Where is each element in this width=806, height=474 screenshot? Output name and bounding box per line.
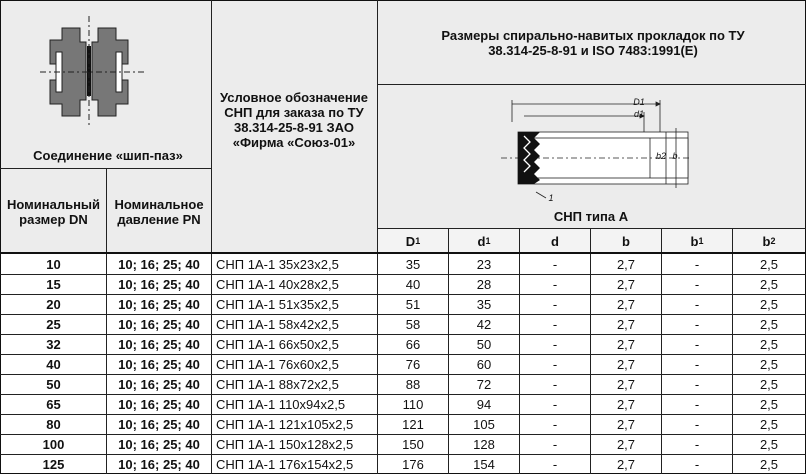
cell-D1: 121 [402,416,424,432]
rule-v-2 [377,0,378,474]
cell-d: - [552,396,558,412]
cell-b: 2,7 [616,316,636,332]
cell-pn: 10; 16; 25; 40 [118,416,200,432]
cell-b: 2,7 [616,376,636,392]
cell-b: 2,7 [616,276,636,292]
cell-pn: 10; 16; 25; 40 [118,336,200,352]
row-rule [0,294,806,295]
cell-b2: 2,5 [759,296,779,312]
cell-code: СНП 1А-1 76х60х2,5 [216,356,339,372]
cell-d: - [552,336,558,352]
rule-v-6 [590,228,591,474]
cell-d: - [552,296,558,312]
col-header-d: d [551,233,559,249]
cell-b2: 2,5 [759,376,779,392]
cell-D1: 88 [405,376,421,392]
row-rule [0,434,806,435]
cell-b1: - [694,336,700,352]
rule-v-5 [519,228,520,474]
col-header-D1: D 1 [405,233,421,249]
cell-d1: 94 [476,396,492,412]
row-rule [0,414,806,415]
cell-code: СНП 1А-1 51х35х2,5 [216,296,339,312]
cell-D1: 40 [405,276,421,292]
cell-d: - [552,276,558,292]
cell-b1: - [694,316,700,332]
cell-d: - [552,376,558,392]
gasket-type-caption: СНП типа А [553,208,629,224]
cell-d: - [552,256,558,272]
cell-d1: 28 [476,276,492,292]
cell-b1: - [694,296,700,312]
cell-D1: 58 [405,316,421,332]
cell-b1: - [694,276,700,292]
row-rule [0,394,806,395]
cell-b: 2,7 [616,256,636,272]
cell-D1: 176 [402,456,424,472]
cell-code: СНП 1А-1 110х94х2,5 [216,396,346,412]
rule-v-4 [448,228,449,474]
order-designation-header: Условное обозначение СНП для заказа по ТУ 38.314-25-8-91 ЗАО «Фирма «Союз-01» [220,90,368,150]
connection-caption: Соединение «шип-паз» [33,147,183,163]
cell-dn: 25 [46,316,61,332]
rule-v-1 [211,0,212,474]
cell-b2: 2,5 [759,416,779,432]
tongue-groove-flange-drawing [40,12,170,130]
cell-b: 2,7 [616,416,636,432]
diagram-label-d1: d1 [633,108,644,119]
cell-d1: 128 [473,436,495,452]
rule-v-8 [732,228,733,474]
cell-d1: 23 [476,256,492,272]
cell-dn: 15 [46,276,61,292]
cell-d: - [552,356,558,372]
cell-pn: 10; 16; 25; 40 [118,356,200,372]
cell-b2: 2,5 [759,336,779,352]
cell-dn: 80 [46,416,61,432]
rule-h-type [377,228,806,229]
cell-b1: - [694,436,700,452]
rule-h-header [0,252,806,254]
cell-D1: 35 [405,256,421,272]
cell-b2: 2,5 [759,316,779,332]
cell-D1: 110 [402,396,424,412]
cell-b: 2,7 [616,436,636,452]
col-header-b2: b 2 [762,233,776,249]
rule-v-7 [661,228,662,474]
cell-dn: 10 [46,256,61,272]
cell-b1: - [694,256,700,272]
cell-pn: 10; 16; 25; 40 [118,456,200,472]
cell-code: СНП 1А-1 88х72х2,5 [216,376,339,392]
cell-dn: 65 [46,396,61,412]
cell-code: СНП 1А-1 35х23х2,5 [216,256,339,272]
cell-pn: 10; 16; 25; 40 [118,396,200,412]
rule-v-3 [106,168,107,474]
cell-dn: 100 [42,436,65,452]
rule-h-connection [0,168,211,169]
row-rule [0,314,806,315]
cell-b1: - [694,416,700,432]
cell-d1: 72 [476,376,492,392]
cell-dn: 125 [42,456,65,472]
cell-b1: - [694,376,700,392]
cell-b: 2,7 [616,336,636,352]
row-rule [0,374,806,375]
cell-pn: 10; 16; 25; 40 [118,436,200,452]
cell-dn: 50 [46,376,61,392]
cell-d: - [552,436,558,452]
diagram-label-D1: D1 [633,96,645,107]
cell-D1: 51 [405,296,421,312]
cell-d1: 42 [476,316,492,332]
cell-dn: 20 [46,296,61,312]
cell-b2: 2,5 [759,276,779,292]
cell-D1: 150 [402,436,424,452]
border-left [0,0,1,474]
cell-pn: 10; 16; 25; 40 [118,276,200,292]
row-rule [0,274,806,275]
cell-d1: 105 [473,416,495,432]
cell-dn: 40 [46,356,61,372]
cell-pn: 10; 16; 25; 40 [118,316,200,332]
cell-d1: 154 [473,456,495,472]
cell-d1: 60 [476,356,492,372]
cell-d: - [552,316,558,332]
cell-pn: 10; 16; 25; 40 [118,296,200,312]
cell-code: СНП 1А-1 150х128х2,5 [216,436,354,452]
cell-code: СНП 1А-1 58х42х2,5 [216,316,339,332]
row-rule [0,334,806,335]
cell-code: СНП 1А-1 176х154х2,5 [216,456,354,472]
cell-b2: 2,5 [759,456,779,472]
cell-b1: - [694,396,700,412]
dn-header: Номинальный размер DN [6,197,101,227]
col-header-b1: b 1 [690,233,704,249]
cell-d1: 50 [476,336,492,352]
cell-D1: 76 [405,356,421,372]
diagram-label-b: b [672,150,678,161]
diagram-label-marker: 1 [548,192,554,203]
cell-d1: 35 [476,296,492,312]
cell-dn: 32 [46,336,61,352]
cell-code: СНП 1А-1 121х105х2,5 [216,416,354,432]
diagram-label-b2: b2 [655,150,666,161]
cell-b: 2,7 [616,296,636,312]
col-header-d1: d 1 [477,233,491,249]
row-rule [0,354,806,355]
cell-b1: - [694,456,700,472]
rule-h-title [377,84,806,85]
cell-pn: 10; 16; 25; 40 [118,376,200,392]
cell-b: 2,7 [616,396,636,412]
cell-D1: 66 [405,336,421,352]
cell-b2: 2,5 [759,256,779,272]
cell-pn: 10; 16; 25; 40 [118,256,200,272]
cell-b1: - [694,356,700,372]
cell-code: СНП 1А-1 66х50х2,5 [216,336,339,352]
border-top [0,0,806,1]
cell-b: 2,7 [616,456,636,472]
dimensions-title: Размеры спирально-навитых прокладок по ТУ 38.314-25-8-91 и ISO 7483:1991(E) [441,28,745,58]
row-rule [0,454,806,455]
cell-b2: 2,5 [759,356,779,372]
cell-code: СНП 1А-1 40х28х2,5 [216,276,339,292]
cell-d: - [552,456,558,472]
pn-header: Номинальное давление PN [114,197,204,227]
cell-b2: 2,5 [759,436,779,452]
col-header-b: b [622,233,630,249]
cell-b: 2,7 [616,356,636,372]
cell-b2: 2,5 [759,396,779,412]
cell-d: - [552,416,558,432]
